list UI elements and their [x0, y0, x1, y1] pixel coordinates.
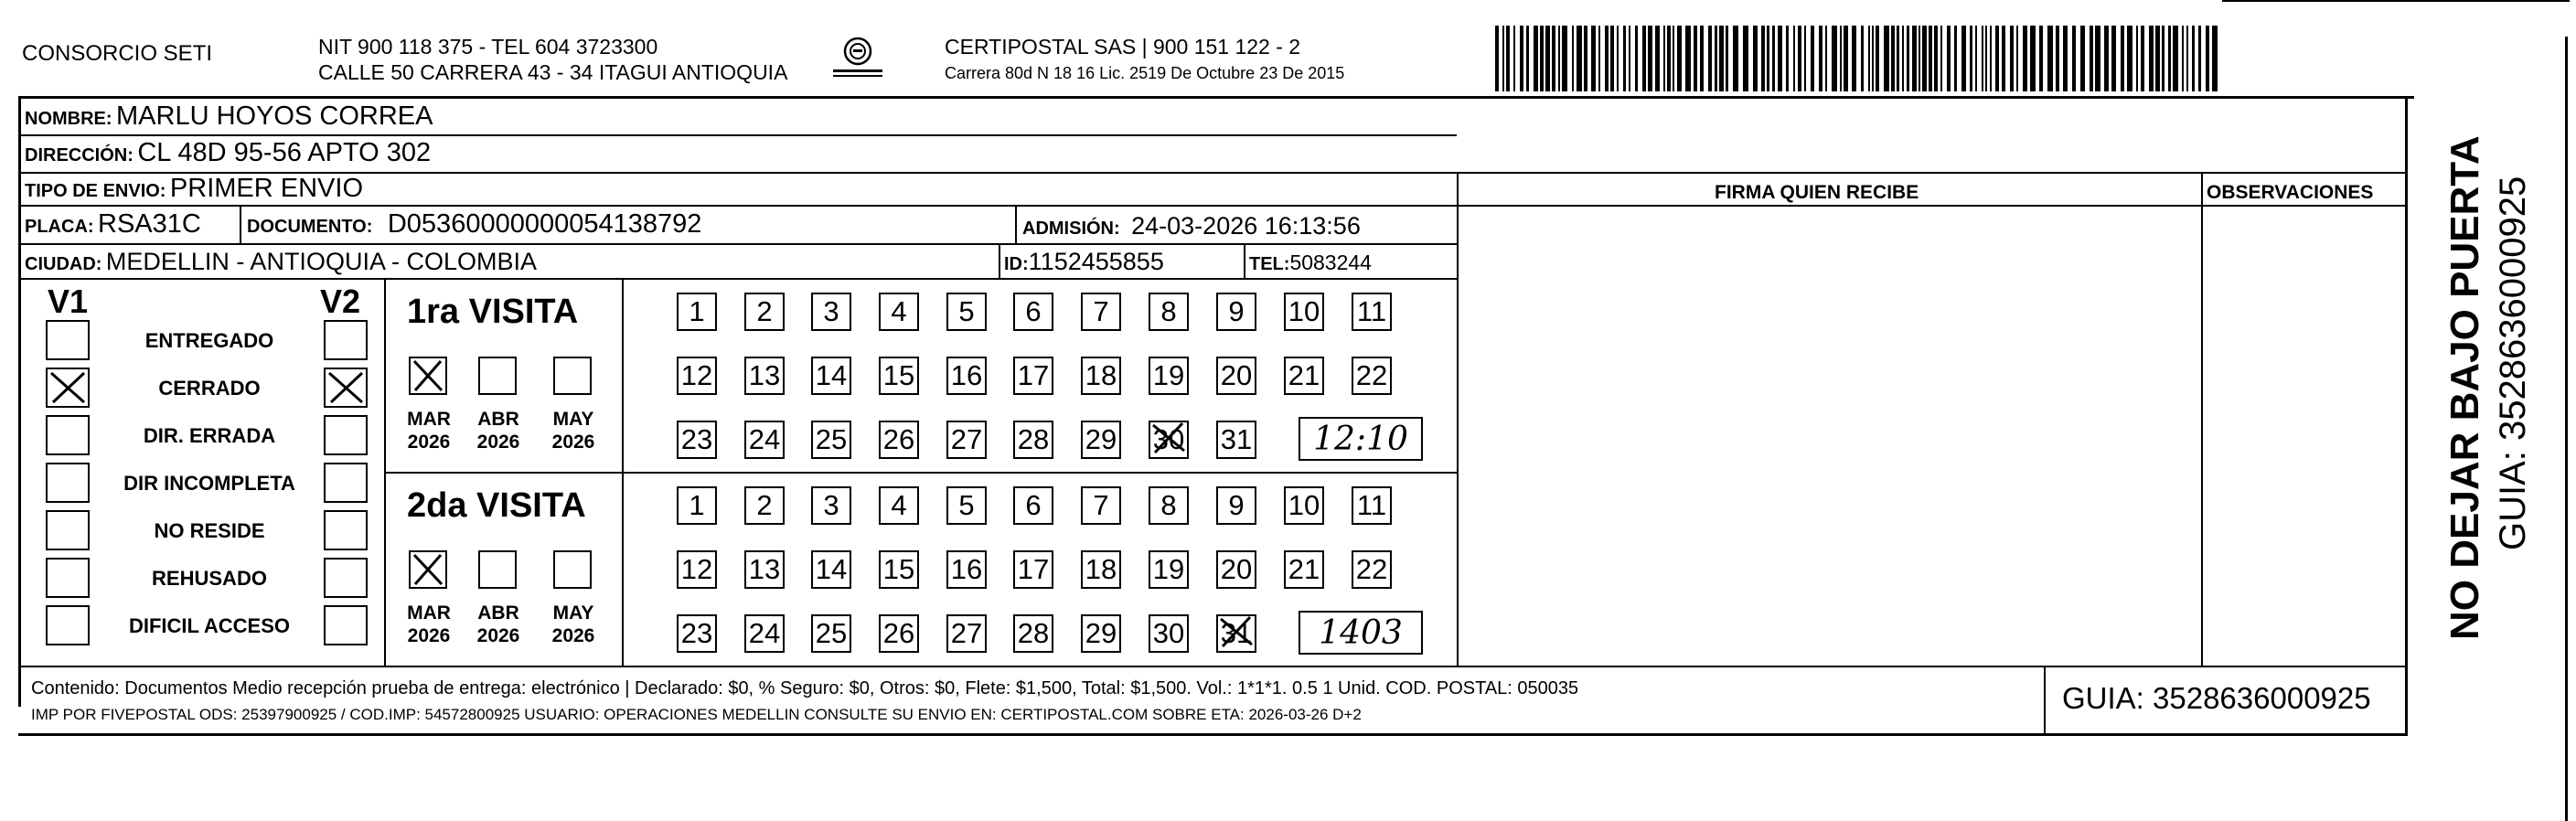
day-box[interactable]: 12 — [677, 357, 717, 395]
v2-checkbox[interactable] — [324, 605, 368, 645]
nombre-label: NOMBRE: — [25, 109, 112, 129]
day-box[interactable]: 30 — [1149, 614, 1189, 653]
id-value: 1152455855 — [1028, 248, 1164, 275]
row-line-footer — [18, 666, 2408, 667]
day-box[interactable]: 22 — [1352, 550, 1392, 589]
v1-checkbox[interactable] — [46, 558, 90, 598]
day-box[interactable]: 9 — [1216, 486, 1256, 525]
day-box[interactable]: 8 — [1149, 293, 1189, 331]
tel-row — [1249, 252, 1372, 273]
day-box[interactable]: 28 — [1013, 421, 1053, 459]
observaciones-header: OBSERVACIONES — [2207, 182, 2374, 203]
day-box[interactable]: 24 — [744, 421, 785, 459]
day-box[interactable]: 19 — [1149, 357, 1189, 395]
day-box[interactable]: 15 — [879, 550, 919, 589]
month-label: MAR 2026 — [407, 409, 451, 453]
day-box[interactable]: 25 — [811, 614, 851, 653]
row-line-3 — [18, 205, 2408, 207]
documento-value: D05360000000054138792 — [387, 209, 702, 239]
x-mark-icon — [411, 358, 445, 393]
footer-guia: GUIA: 3528636000925 — [2062, 681, 2371, 715]
month-label: ABR 2026 — [476, 602, 520, 647]
v1-checkbox[interactable] — [46, 368, 90, 408]
tel-sep — [1244, 243, 1245, 278]
tipo-value: PRIMER ENVIO — [169, 174, 364, 203]
x-mark-icon — [48, 369, 88, 406]
day-box[interactable]: 20 — [1216, 550, 1256, 589]
day-box[interactable]: 23 — [677, 614, 717, 653]
day-box[interactable]: 21 — [1284, 550, 1324, 589]
documento-label: DOCUMENTO: — [247, 217, 373, 237]
day-box[interactable]: 5 — [946, 293, 987, 331]
day-box[interactable]: 19 — [1149, 550, 1189, 589]
day-box[interactable]: 28 — [1013, 614, 1053, 653]
tel-label: TEL: — [1249, 254, 1290, 274]
no-dejar-bajo-puerta: NO DEJAR BAJO PUERTA — [2442, 135, 2487, 640]
day-box[interactable]: 1 — [677, 486, 717, 525]
status-label: REHUSADO — [152, 567, 267, 590]
day-box[interactable]: 11 — [1352, 486, 1392, 525]
status-label: DIFICIL ACCESO — [128, 614, 290, 637]
certipostal-line: CERTIPOSTAL SAS | 900 151 122 - 2 — [945, 35, 1301, 59]
day-box[interactable]: 18 — [1081, 357, 1121, 395]
x-mark-icon — [326, 369, 366, 406]
day-box[interactable]: 4 — [879, 293, 919, 331]
x-mark-icon — [1217, 613, 1257, 650]
tipo-label: TIPO DE ENVIO: — [25, 181, 166, 201]
day-box[interactable]: 17 — [1013, 357, 1053, 395]
v1-checkbox[interactable] — [46, 605, 90, 645]
company-name: CONSORCIO SETI — [22, 41, 213, 66]
month-label: MAR 2026 — [407, 602, 451, 647]
row-line-5 — [18, 278, 1457, 280]
id-label: ID: — [1004, 254, 1029, 274]
status-left — [18, 278, 21, 666]
frame-top — [18, 96, 2414, 99]
day-box[interactable]: 29 — [1081, 421, 1121, 459]
month-checkbox[interactable] — [553, 550, 592, 589]
placa-row — [25, 211, 201, 238]
day-box[interactable]: 27 — [946, 421, 987, 459]
day-box[interactable]: 31 — [1216, 421, 1256, 459]
nit-line: NIT 900 118 375 - TEL 604 3723300 — [318, 35, 658, 59]
contenido-text: Contenido: Documentos Medio recepción prueba de entrega: electrónico | Declarado: $0, % Seguro: $0, Otros: $0, Flete: $1,500, Total: $1,500. Vol.: 1*1*1. 0.5 1 Unid. COD. POSTAL: 050035 — [31, 678, 1579, 698]
admision-label: ADMISIÓN: — [1022, 219, 1120, 239]
nombre-value: MARLU HOYOS CORREA — [116, 101, 433, 131]
day-box[interactable]: 6 — [1013, 486, 1053, 525]
address-line: CALLE 50 CARRERA 43 - 34 ITAGUI ANTIOQUIA — [318, 60, 788, 84]
tel-value: 5083244 — [1289, 251, 1372, 274]
col-line-obs — [2201, 172, 2203, 666]
day-box[interactable]: 7 — [1081, 486, 1121, 525]
direccion-label: DIRECCIÓN: — [25, 145, 134, 165]
row-line-firma-top — [1457, 172, 2408, 174]
day-box[interactable]: 7 — [1081, 293, 1121, 331]
x-mark-icon — [1149, 420, 1190, 456]
placa-label: PLACA: — [25, 217, 94, 237]
day-box[interactable]: 16 — [946, 550, 987, 589]
status-label: ENTREGADO — [144, 329, 274, 352]
day-box[interactable]: 21 — [1284, 357, 1324, 395]
v2-checkbox[interactable] — [324, 510, 368, 550]
day-box[interactable]: 26 — [879, 421, 919, 459]
month-checkbox[interactable] — [553, 357, 592, 395]
frame-right — [2405, 96, 2408, 736]
visit-title-sep — [622, 278, 624, 666]
day-box[interactable]: 8 — [1149, 486, 1189, 525]
page-edge-right — [2565, 37, 2568, 821]
admision-value: 24-03-2026 16:13:56 — [1131, 212, 1361, 240]
row-line-1 — [18, 134, 1457, 136]
visit-divider — [386, 472, 1457, 474]
v2-checkbox[interactable] — [324, 558, 368, 598]
day-box[interactable]: 3 — [811, 293, 851, 331]
id-row — [1004, 250, 1164, 274]
v1-checkbox[interactable] — [46, 415, 90, 455]
day-box[interactable]: 10 — [1284, 486, 1324, 525]
month-label: MAY 2026 — [551, 409, 595, 453]
frame-bottom — [18, 733, 2408, 736]
placa-value: RSA31C — [98, 209, 201, 239]
status-label: NO RESIDE — [154, 519, 265, 542]
day-box[interactable]: 13 — [744, 357, 785, 395]
nombre-row — [25, 103, 433, 130]
day-box[interactable]: 13 — [744, 550, 785, 589]
x-mark-icon — [411, 552, 445, 587]
direccion-value: CL 48D 95-56 APTO 302 — [137, 138, 432, 167]
ciudad-row — [25, 250, 537, 274]
day-box[interactable]: 25 — [811, 421, 851, 459]
v1-checkbox[interactable] — [46, 320, 90, 360]
month-checkbox[interactable] — [478, 357, 517, 395]
day-box[interactable]: 2 — [744, 293, 785, 331]
v2-checkbox[interactable] — [324, 320, 368, 360]
col-line-footer-guia — [2044, 666, 2046, 736]
v2-checkbox[interactable] — [324, 368, 368, 408]
day-box[interactable]: 20 — [1216, 357, 1256, 395]
day-box[interactable]: 15 — [879, 357, 919, 395]
documento-row — [247, 211, 701, 238]
admision-sep — [1015, 205, 1017, 243]
row-line-4 — [18, 243, 1457, 245]
ciudad-label: CIUDAD: — [25, 254, 102, 274]
day-box[interactable]: 9 — [1216, 293, 1256, 331]
status-label: DIR INCOMPLETA — [123, 472, 295, 495]
day-box[interactable]: 3 — [811, 486, 851, 525]
status-label: CERRADO — [158, 377, 261, 400]
day-box[interactable]: 23 — [677, 421, 717, 459]
v2-label: V2 — [320, 283, 361, 320]
day-box[interactable]: 26 — [879, 614, 919, 653]
day-box[interactable]: 30 — [1149, 421, 1189, 459]
day-box[interactable]: 12 — [677, 550, 717, 589]
day-box[interactable]: 16 — [946, 357, 987, 395]
status-label: DIR. ERRADA — [143, 424, 276, 447]
certipostal-logo — [828, 35, 888, 82]
admision-row — [1022, 214, 1361, 239]
month-label: MAY 2026 — [551, 602, 595, 647]
day-box[interactable]: 4 — [879, 486, 919, 525]
day-box[interactable]: 17 — [1013, 550, 1053, 589]
id-sep — [999, 243, 1000, 278]
day-box[interactable]: 14 — [811, 357, 851, 395]
day-box[interactable]: 22 — [1352, 357, 1392, 395]
col-line-firma — [1457, 172, 1459, 666]
firma-header: FIRMA QUIEN RECIBE — [1715, 182, 1919, 203]
day-box[interactable]: 24 — [744, 614, 785, 653]
day-box[interactable]: 31 — [1216, 614, 1256, 653]
month-checkbox[interactable] — [478, 550, 517, 589]
placa-sep — [240, 205, 241, 243]
time-box[interactable]: 12:10 — [1299, 417, 1423, 461]
day-box[interactable]: 5 — [946, 486, 987, 525]
day-box[interactable]: 1 — [677, 293, 717, 331]
day-box[interactable]: 10 — [1284, 293, 1324, 331]
imp-text: IMP POR FIVEPOSTAL ODS: 25397900925 / COD.IMP: 54572800925 USUARIO: OPERACIONES MEDELLIN CONSULTE SU ENVIO EN: CERTIPOSTAL.COM SOBRE ETA: 2026-03-26 D+2 — [31, 706, 1362, 723]
v1-label: V1 — [48, 283, 89, 320]
month-checkbox[interactable] — [409, 550, 447, 589]
v2-checkbox[interactable] — [324, 463, 368, 503]
day-box[interactable]: 6 — [1013, 293, 1053, 331]
license-line: Carrera 80d N 18 16 Lic. 2519 De Octubre 23 De 2015 — [945, 64, 1345, 82]
day-box[interactable]: 14 — [811, 550, 851, 589]
side-guia: GUIA: 3528636000925 — [2493, 176, 2533, 550]
v1-checkbox[interactable] — [46, 463, 90, 503]
day-box[interactable]: 29 — [1081, 614, 1121, 653]
month-checkbox[interactable] — [409, 357, 447, 395]
day-box[interactable]: 2 — [744, 486, 785, 525]
direccion-row — [25, 140, 431, 166]
day-box[interactable]: 27 — [946, 614, 987, 653]
month-label: ABR 2026 — [476, 409, 520, 453]
visit-title: 2da VISITA — [407, 486, 586, 525]
time-box[interactable]: 1403 — [1299, 611, 1423, 655]
tipo-row — [25, 176, 363, 202]
v2-checkbox[interactable] — [324, 415, 368, 455]
day-box[interactable]: 11 — [1352, 293, 1392, 331]
ciudad-value: MEDELLIN - ANTIOQUIA - COLOMBIA — [105, 248, 537, 275]
barcode — [1495, 26, 2227, 91]
v1-checkbox[interactable] — [46, 510, 90, 550]
visit-title: 1ra VISITA — [407, 293, 579, 331]
day-box[interactable]: 18 — [1081, 550, 1121, 589]
page-edge-top — [2222, 0, 2570, 2]
